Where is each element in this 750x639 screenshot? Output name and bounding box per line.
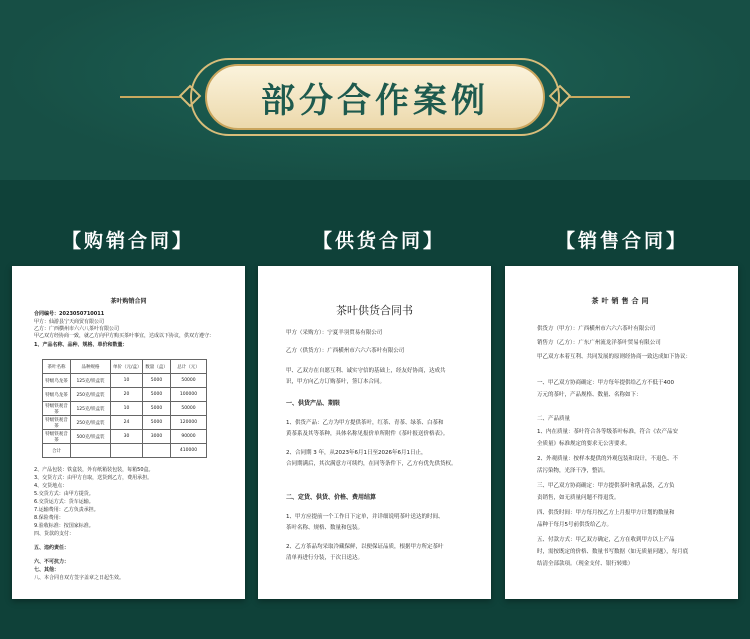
doc-line: 2、外观质量：按样本提供的外观包装和设计，不退色、不	[537, 456, 679, 462]
table-cell: 125克/铁盒装	[71, 374, 111, 388]
table-cell: 特级铁观音茶	[43, 416, 71, 430]
doc-line: 2、乙方茶品均采取冷藏保鲜，以便保证品质，根据甲方所定茶叶	[286, 544, 444, 550]
doc-line: 甲、乙双方在自愿互利、诚实守信的基础上，经友好协商，达成共	[286, 368, 446, 374]
doc-line: 一、甲乙双方协商确定：甲方每年提供给乙方不低于400	[537, 380, 674, 386]
doc-line: 八、本合同自双方签字盖章之日起生效。	[34, 575, 125, 581]
doc-line: 六、不可抗力：	[34, 559, 70, 565]
doc-line: 6.交货运方式：货车运输。	[34, 499, 94, 505]
table-cell: 500克/铁盒装	[71, 430, 111, 444]
table-cell	[111, 444, 143, 458]
section-heading: 二、定货、供货、价格、费用结算	[286, 494, 377, 501]
section-label-sales: 【销售合同】	[556, 230, 689, 252]
table-cell: 特级乌龙茶	[43, 374, 71, 388]
doc-intro: 甲乙双方经协商一致，就乙方向甲方购买茶叶事宜，达成以下协议，供双方遵守：	[34, 333, 215, 339]
section-label-purchase: 【购销合同】	[62, 230, 195, 252]
doc-line: 结清全部款项。（现金支付、银行转账）	[537, 561, 634, 567]
table-cell: 5000	[143, 402, 171, 416]
table-cell: 特级铁观音茶	[43, 430, 71, 444]
doc-line: 万元的茶叶，产品规格、数量、名称如下：	[537, 392, 642, 398]
party-a: 甲方（采购方）：宁夏羊羽贸易有限公司	[286, 330, 383, 336]
table-row	[43, 416, 207, 430]
doc-line: 1、供货产品：乙方为甲方提供茶叶，红茶、青茶、绿茶、白茶和	[286, 420, 444, 426]
ornament-line-left	[120, 96, 182, 98]
sales-contract-document	[505, 266, 738, 599]
table-cell: 特级铁观音茶	[43, 402, 71, 416]
doc-line: 5.交货方式：由甲方提货。	[34, 491, 94, 497]
doc-line: 茶叶名称、规格、数量和包装。	[286, 525, 364, 531]
doc-line: 4、交货地点：	[34, 483, 68, 489]
table-row	[43, 388, 207, 402]
table-cell: 250克/铁盒装	[71, 388, 111, 402]
table-header-row	[43, 360, 207, 374]
table-cell	[143, 444, 171, 458]
doc-line: 三、甲乙双方协商确定：甲方提供茶叶和乳品袋，乙方负	[537, 483, 675, 489]
table-row	[43, 402, 207, 416]
doc-line: 7.运输费用：乙方负责承担。	[34, 507, 99, 513]
party-b: 销售方（乙方）：广东广州流龙洋茶叶贸易有限公司	[537, 340, 661, 346]
doc-line: 品种于每月5号前供货给乙方。	[537, 522, 613, 528]
contract-number: 合同编号：2023050710011	[34, 311, 105, 317]
table-cell: 100000	[171, 388, 207, 402]
doc-line: 四、货款的支付：	[34, 531, 75, 537]
doc-line: 1、内在质量：茶叶符合各等级茶叶标准，符合《农产品安	[537, 429, 679, 435]
section-label-supply: 【供货合同】	[313, 230, 446, 252]
table-cell: 5000	[143, 416, 171, 430]
table-cell: 50000	[171, 402, 207, 416]
table-row	[43, 444, 207, 458]
ornament-line-right	[568, 96, 630, 98]
doc-line: 黄茶系及其等茶种，具体名称见报价单所附件《茶叶报送价格表》。	[286, 431, 449, 437]
supply-contract-document	[258, 266, 491, 599]
table-cell: 24	[111, 416, 143, 430]
doc-line: 9.验收标准：按国家标准。	[34, 523, 94, 529]
table-cell: 50000	[171, 374, 207, 388]
party-a: 供货方（甲方）：广西横州市六六六茶叶有限公司	[537, 326, 656, 332]
doc-line: 8.保险费用：	[34, 515, 64, 521]
doc-line: 3、交货方式：由甲方自取，送货到乙方，费用承担。	[34, 475, 153, 481]
doc-line: 合同期满后，其次满意方可续约，在同等条件下，乙方有优先供货权。	[286, 461, 457, 467]
doc-line: 五、违约责任：	[34, 545, 70, 551]
purchase-contract-document	[12, 266, 245, 599]
table-cell: 10	[111, 374, 143, 388]
table-cell: 5000	[143, 388, 171, 402]
doc-line: 识，甲方向乙方订购茶叶，签订本合同。	[286, 379, 386, 385]
doc-title: 茶叶供货合同书	[336, 304, 413, 317]
table-cell: 30	[111, 430, 143, 444]
table-cell: 3000	[143, 430, 171, 444]
doc-line: 责销售，如无质量问题不得退货。	[537, 495, 620, 501]
doc-line: 甲乙双方本着互利、共同发展的原则经协商一致达成如下协议：	[537, 354, 692, 360]
doc-line: 七、其他：	[34, 567, 60, 573]
table-header-cell: 数量（盒）	[143, 360, 171, 374]
table-cell: 125克/铁盒装	[71, 402, 111, 416]
table-cell: 5000	[143, 374, 171, 388]
doc-title: 茶叶销售合同	[591, 297, 652, 305]
table-cell: 10	[111, 402, 143, 416]
doc-line: 2、合同期 3 年，从2023年6月1日至2026年6月1日止，	[286, 450, 427, 456]
page-title: 部分合作案例	[261, 80, 489, 121]
table-cell: 特级乌龙茶	[43, 388, 71, 402]
table-cell: 410000	[171, 444, 207, 458]
doc-line: 2、产品包装：铁盒装，外有纸箱装包装，每箱50盒。	[34, 467, 154, 473]
doc-line: 1、甲方应提前一个工作日下定单，并详细说明茶叶送达的时间、	[286, 514, 444, 520]
table-header-cell: 茶叶名称	[43, 360, 71, 374]
doc-line: 二、产品质量	[537, 416, 571, 422]
table-header-cell: 单价（元/盒）	[111, 360, 143, 374]
doc-line: 活污染物，光泽干净，整洁。	[537, 468, 609, 474]
table-cell: 250克/铁盒装	[71, 416, 111, 430]
table-cell: 120000	[171, 416, 207, 430]
section-heading: 一、供货产品、期限	[286, 400, 341, 407]
product-table	[42, 359, 207, 458]
doc-line: 四、供货时间：甲方每月按乙方上月报甲方计划的数量和	[537, 510, 675, 516]
table-cell: 20	[111, 388, 143, 402]
doc-line: 时，需按既定的价格、数量书写数据（如无质量问题），每月底	[537, 549, 689, 555]
party-b: 乙方：广西横州市六六八茶叶有限公司	[34, 326, 120, 332]
table-header-cell: 总计（元）	[171, 360, 207, 374]
doc-line: 五、付款方式：甲乙双方确定，乙方在收到甲方以上产品	[537, 537, 675, 543]
table-cell	[71, 444, 111, 458]
table-cell: 合计	[43, 444, 71, 458]
doc-title: 茶叶购销合同	[110, 298, 147, 305]
doc-line: 全质量》标准规定的要求无公害要求。	[537, 441, 631, 447]
table-row	[43, 430, 207, 444]
table-header-cell: 品种规格	[71, 360, 111, 374]
doc-line: 清单再进行分装，于次日送达。	[286, 555, 364, 561]
table-row	[43, 374, 207, 388]
item-heading: 1、产品名称、品种、规格、单价和数量：	[34, 342, 128, 348]
party-a: 甲方：仙游县宁天商贸有限公司	[34, 319, 105, 325]
title-plaque	[205, 64, 545, 130]
table-cell: 90000	[171, 430, 207, 444]
party-b: 乙方（供货方）：广西横州市六六六茶叶有限公司	[286, 348, 405, 354]
